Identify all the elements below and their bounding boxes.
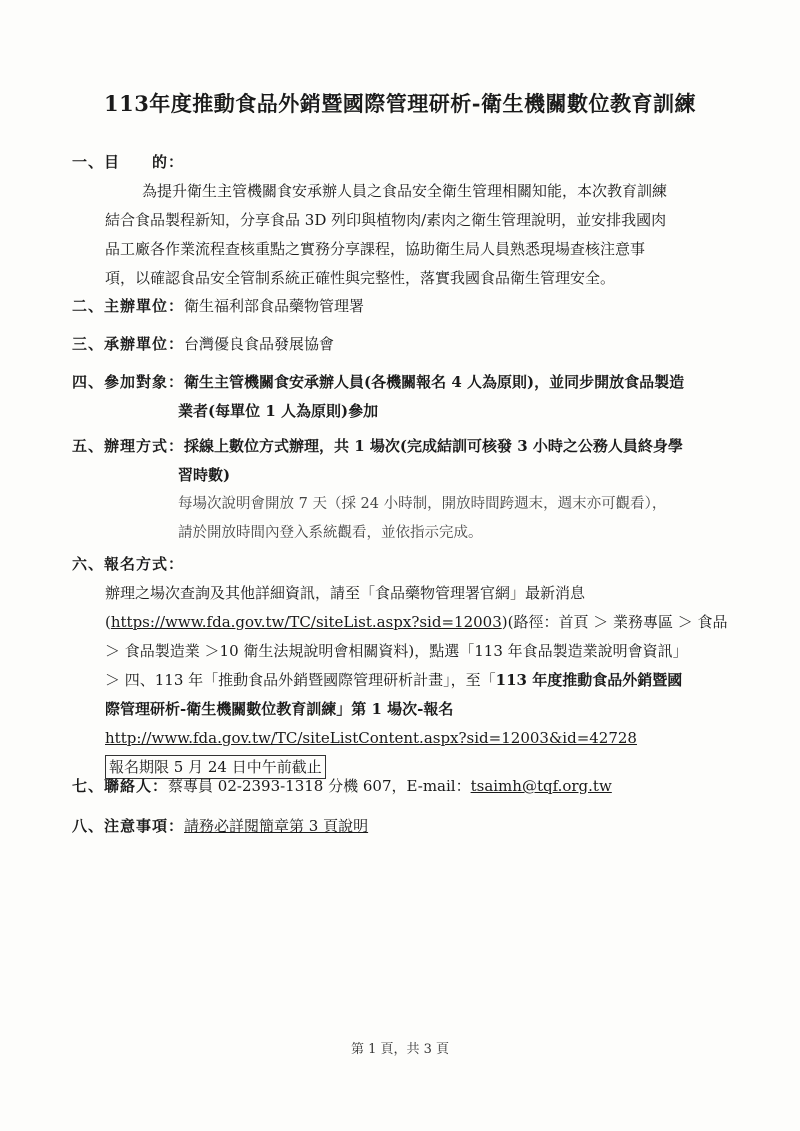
section-label: 一、目 的： <box>72 153 185 171</box>
registration-link[interactable]: http://www.fda.gov.tw/TC/siteListContent.aspx?sid=12003&id=42728 <box>105 729 637 747</box>
section-method <box>72 432 737 548</box>
paren: ( <box>105 613 111 631</box>
section-text: ＞ 食品製造業 ＞10 衛生法規說明會相關資料)，點選「113 年食品製造業說明會資訊」 <box>105 642 688 660</box>
section-label: 二、主辦單位： <box>72 297 185 315</box>
notes-link[interactable]: 請務必詳閱簡章第 3 頁說明 <box>184 817 369 835</box>
section-organizer <box>72 292 737 321</box>
section-text-bold: 113 年度推動食品外銷暨國 <box>495 671 683 689</box>
paragraph-line: 為提升衛生主管機關食安承辦人員之食品安全衛生管理相關知能，本次教育訓練 <box>142 182 668 200</box>
paragraph-line: 品工廠各作業流程查核重點之實務分享課程，協助衛生局人員熟悉現場查核注意事 <box>105 240 646 258</box>
section-text: 辦理之場次查詢及其他詳細資訊，請至「食品藥物管理署官網」最新消息 <box>105 584 586 602</box>
section-label: 三、承辦單位： <box>72 335 185 353</box>
section-text: 蔡專員 02-2393-1318 分機 607，E-mail： <box>168 777 471 795</box>
section-label: 八、注意事項： <box>72 817 185 835</box>
section-text: 業者(每單位 1 人為原則)參加 <box>178 402 379 420</box>
section-text: 採線上數位方式辦理，共 1 場次(完成結訓可核發 3 小時之公務人員終身學 <box>184 437 683 455</box>
email-link[interactable]: tsaimh@tqf.org.tw <box>470 777 612 795</box>
section-text: ＞ 四、113 年「推動食品外銷暨國際管理研析計畫」，至「 <box>105 671 496 689</box>
section-text: 台灣優良食品發展協會 <box>184 335 335 353</box>
section-text: 衛生主管機關食安承辦人員(各機關報名 4 人為原則)，並同步開放食品製造 <box>184 373 685 391</box>
deadline-box: 報名期限 5 月 24 日中午前截止 <box>105 755 326 779</box>
paragraph-line: 項，以確認食品安全管制系統正確性與完整性，落實我國食品衛生管理安全。 <box>105 269 616 287</box>
section-text: 衛生福利部食品藥物管理署 <box>184 297 365 315</box>
section-text: )(路徑：首頁 ＞ 業務專區 ＞ 食品 <box>501 613 728 631</box>
section-text: 請於開放時間內登入系統觀看，並依指示完成。 <box>178 525 483 541</box>
paragraph-line: 結合食品製程新知，分享食品 3D 列印與植物肉/素肉之衛生管理說明，並安排我國肉 <box>105 211 667 229</box>
section-participants <box>72 368 737 426</box>
section-notes <box>72 812 737 841</box>
section-contact <box>72 772 737 801</box>
section-purpose <box>72 148 737 293</box>
section-text: 習時數) <box>178 466 231 484</box>
section-text-bold: 際管理研析-衛生機關數位教育訓練」第 1 場次-報名 <box>105 700 454 718</box>
section-contractor <box>72 330 737 359</box>
section-registration <box>72 550 737 782</box>
section-label: 四、參加對象： <box>72 373 185 391</box>
section-label: 七、聯絡人： <box>72 777 169 795</box>
fda-sitelist-link[interactable]: https://www.fda.gov.tw/TC/siteList.aspx?sid=12003 <box>110 613 502 631</box>
page-number: 第 1 頁，共 3 頁 <box>350 1042 450 1057</box>
section-text: 每場次說明會開放 7 天（採 24 小時制，開放時間跨週末，週末亦可觀看）， <box>178 496 667 512</box>
page-title: 113年度推動食品外銷暨國際管理研析-衛生機關數位教育訓練 <box>103 91 697 116</box>
section-label: 六、報名方式： <box>72 555 185 573</box>
section-label: 五、辦理方式： <box>72 437 185 455</box>
